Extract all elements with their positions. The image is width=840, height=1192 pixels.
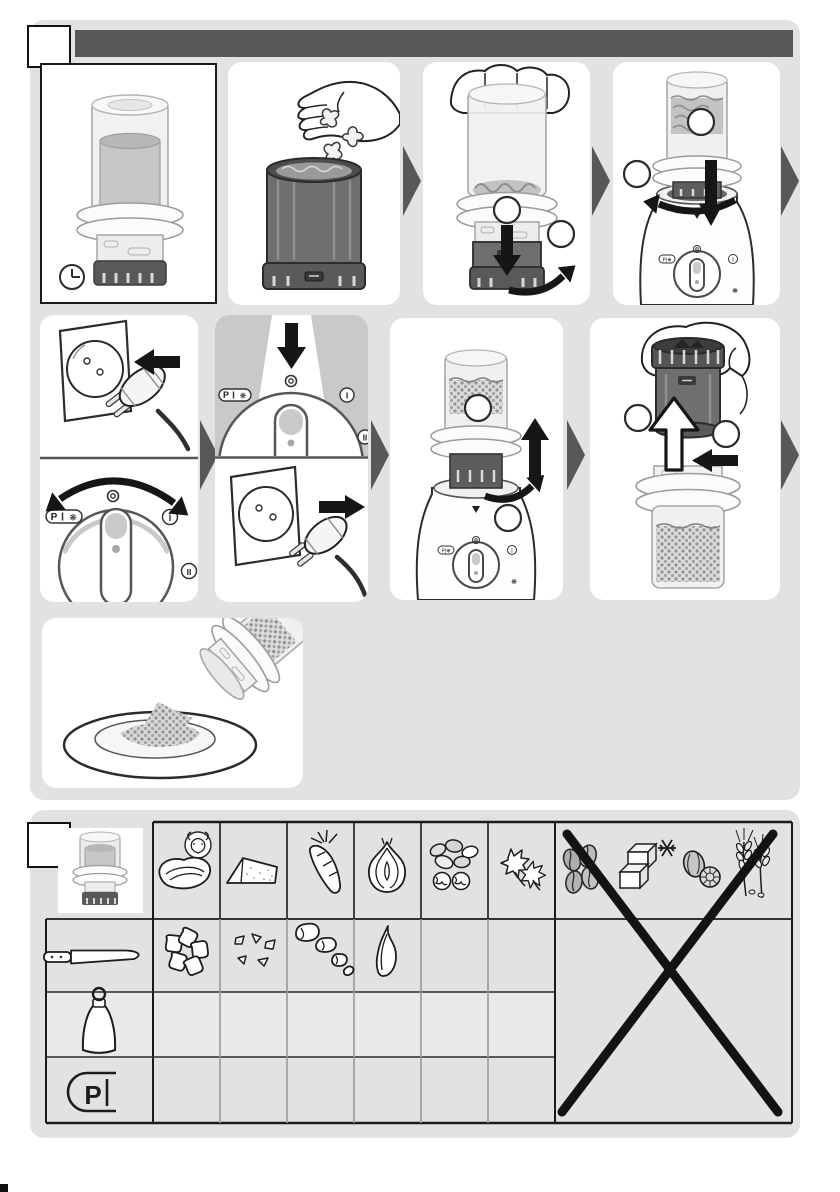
wall-socket	[231, 467, 300, 565]
next-step-chevron	[371, 420, 389, 490]
pulse-letter: P	[84, 1080, 102, 1110]
snowflake-icon	[658, 840, 676, 856]
switch-off-unplug-illustration	[215, 315, 368, 602]
svg-text:I: I	[168, 513, 172, 523]
step-2-panel	[228, 62, 400, 305]
plug-in-and-dial-illustration	[40, 315, 198, 602]
dial-speed1-label: I	[511, 548, 513, 555]
cheese-icon	[227, 858, 277, 883]
usage-table	[30, 810, 800, 1138]
speed2-marking	[358, 430, 368, 444]
callout-circle-turn	[548, 221, 574, 247]
chopper-attachment	[77, 95, 183, 285]
next-row-chevron	[781, 420, 799, 490]
section-label-box	[27, 25, 71, 68]
step-7-panel	[390, 318, 563, 600]
step-3-panel	[423, 62, 590, 305]
callout-circle-lift	[625, 405, 651, 431]
dial-speed1-label: I	[732, 257, 734, 264]
next-step-chevron	[592, 146, 610, 216]
wall-socket	[60, 321, 131, 421]
table-grid	[46, 822, 792, 1123]
meat-icon	[159, 832, 211, 888]
dial-pulse-label: P|❋	[662, 257, 672, 264]
speed-dial	[40, 481, 196, 602]
callout-circle-press	[494, 197, 520, 223]
next-step-chevron	[567, 420, 585, 490]
section-header-bar	[75, 30, 793, 57]
speed2-marking	[182, 564, 197, 579]
onion-icon	[369, 838, 405, 892]
prohibition-x-icon	[562, 834, 778, 1112]
svg-text:❋: ❋	[239, 391, 247, 401]
cheese-pieces-icon	[235, 934, 275, 966]
svg-text:II: II	[362, 433, 368, 443]
pulse-setting-icon	[68, 1073, 116, 1111]
meat-cubes-icon	[166, 927, 210, 978]
shaded-weight-row	[46, 992, 555, 1057]
svg-text:I: I	[345, 390, 349, 401]
step-9-panel	[42, 618, 303, 788]
pulse-marking	[219, 389, 251, 401]
clock-icon	[60, 265, 84, 289]
next-row-chevron	[781, 146, 799, 216]
page-crop-mark	[0, 1184, 8, 1192]
off-symbol	[108, 491, 119, 502]
carrot-icon	[310, 830, 340, 893]
chopper-assembled-illustration	[42, 65, 211, 298]
up-arrow	[521, 418, 549, 480]
svg-text:P: P	[222, 390, 230, 400]
svg-text:II: II	[186, 567, 192, 577]
transparent-cup	[468, 84, 546, 200]
callout-circle-release	[713, 421, 739, 447]
knife-icon	[44, 951, 139, 964]
step-4-panel	[613, 62, 780, 305]
dial-ice-label: ❋	[511, 579, 517, 586]
remove-blade-unit-illustration	[590, 318, 780, 600]
step-5-panel	[40, 315, 198, 602]
nutmeg-icon	[680, 849, 720, 887]
callout-circle-press	[688, 109, 714, 135]
svg-text:P: P	[50, 512, 58, 523]
step-6-panel	[215, 315, 368, 602]
dial-pulse-label: P|❋	[441, 548, 451, 555]
carrot-pieces-icon	[296, 924, 354, 976]
pulse-marking	[46, 510, 82, 523]
onion-wedge-icon	[377, 926, 396, 976]
step-8-panel	[590, 318, 780, 600]
nuts-icon	[428, 839, 479, 890]
arrow-right	[319, 495, 365, 519]
callout-circle-turn	[495, 505, 521, 531]
fill-ingredients-illustration	[228, 62, 400, 305]
open-chopper-bowl	[263, 158, 365, 289]
herbs-icon	[501, 849, 549, 891]
attach-lid-illustration	[423, 62, 590, 305]
svg-text:❋: ❋	[69, 512, 77, 523]
next-step-chevron	[403, 146, 421, 216]
mount-on-base-illustration	[613, 62, 780, 305]
callout-circle-turn	[624, 161, 650, 187]
dial-ice-label: ❋	[732, 288, 738, 295]
bowl-with-grains	[636, 466, 740, 588]
speed1-marking	[340, 388, 354, 402]
tilted-chopper-bowl	[188, 618, 303, 712]
step-1-panel	[40, 63, 217, 304]
lift-off-base-illustration	[390, 318, 563, 600]
callout-circle-lift	[465, 395, 491, 421]
pour-onto-plate-illustration	[42, 618, 303, 788]
ice-cubes-icon	[620, 840, 676, 888]
